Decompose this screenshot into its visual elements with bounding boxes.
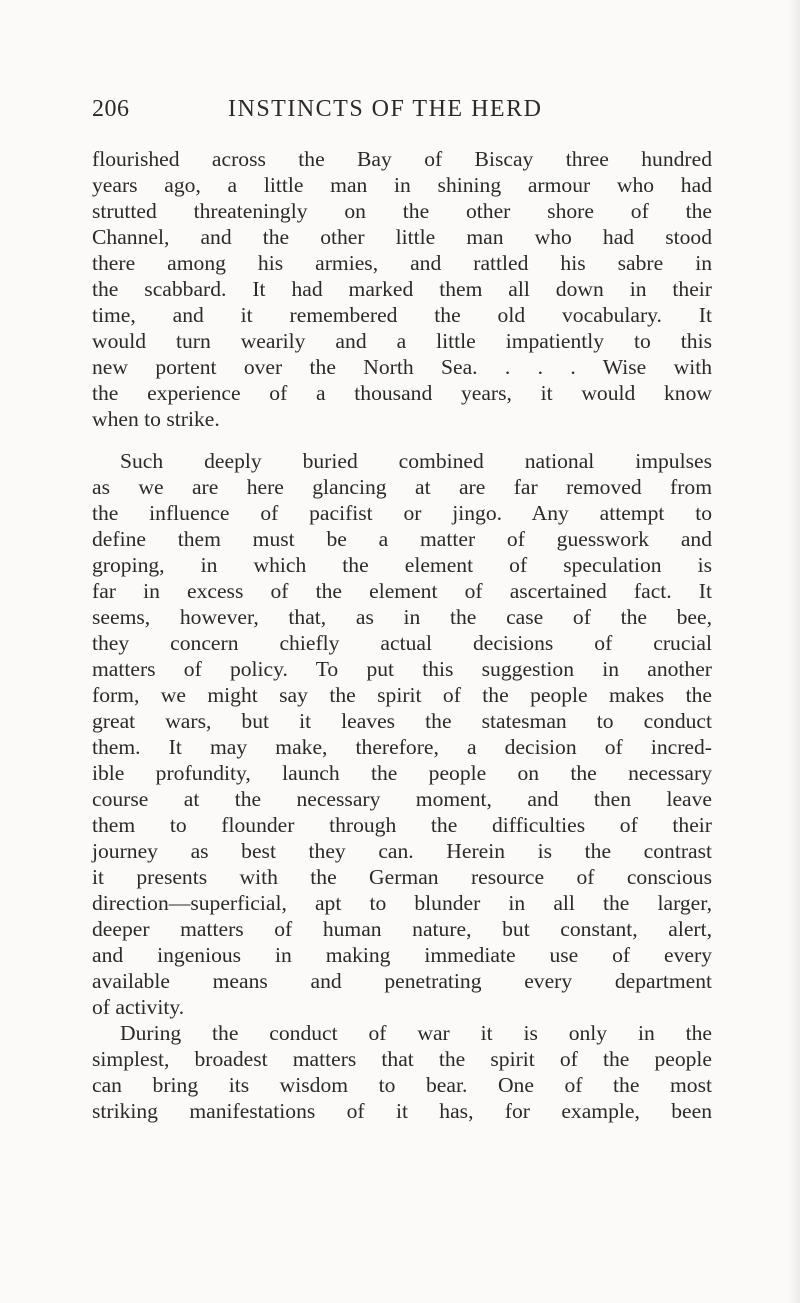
text-line: course at the necessary moment, and then leave bbox=[92, 787, 712, 811]
text-line: the scabbard. It had marked them all down in their bbox=[92, 277, 712, 301]
text-line: them. It may make, therefore, a decision of incred- bbox=[92, 735, 712, 759]
text-line: can bring its wisdom to bear. One of the most bbox=[92, 1073, 712, 1097]
text-line: flourished across the Bay of Biscay three hundred bbox=[92, 147, 712, 171]
paragraph bbox=[92, 1020, 712, 1124]
text-line: the influence of pacifist or jingo. Any attempt to bbox=[92, 501, 712, 525]
page-edge-shadow bbox=[788, 0, 800, 1303]
text-line: it presents with the German resource of conscious bbox=[92, 865, 712, 889]
text-line: time, and it remembered the old vocabulary. It bbox=[92, 303, 712, 327]
running-title: INSTINCTS OF THE HERD bbox=[228, 96, 543, 122]
paragraph-gap bbox=[92, 432, 712, 448]
body-text bbox=[92, 146, 712, 1124]
text-line: deeper matters of human nature, but constant, alert, bbox=[92, 917, 712, 941]
text-line: strutted threateningly on the other shore of the bbox=[92, 199, 712, 223]
paragraph bbox=[92, 146, 712, 432]
text-line: During the conduct of war it is only in the bbox=[120, 1021, 712, 1045]
text-line: the experience of a thousand years, it would know bbox=[92, 381, 712, 405]
text-line: new portent over the North Sea. . . . Wise with bbox=[92, 355, 712, 379]
text-line: far in excess of the element of ascertained fact. It bbox=[92, 579, 712, 603]
text-line: form, we might say the spirit of the people makes the bbox=[92, 683, 712, 707]
text-line: great wars, but it leaves the statesman to conduct bbox=[92, 709, 712, 733]
text-line: when to strike. bbox=[92, 407, 220, 431]
text-line: seems, however, that, as in the case of the bee, bbox=[92, 605, 712, 629]
text-line: matters of policy. To put this suggestion in another bbox=[92, 657, 712, 681]
text-line: years ago, a little man in shining armour who had bbox=[92, 173, 712, 197]
text-line: Channel, and the other little man who had stood bbox=[92, 225, 712, 249]
running-head bbox=[92, 96, 712, 128]
text-line: would turn wearily and a little impatiently to this bbox=[92, 329, 712, 353]
text-line: journey as best they can. Herein is the contrast bbox=[92, 839, 712, 863]
text-line: groping, in which the element of speculation is bbox=[92, 553, 712, 577]
text-line: define them must be a matter of guesswork and bbox=[92, 527, 712, 551]
text-line: as we are here glancing at are far removed from bbox=[92, 475, 712, 499]
text-line: Such deeply buried combined national impulses bbox=[120, 449, 712, 473]
paragraph bbox=[92, 448, 712, 1020]
text-line: there among his armies, and rattled his sabre in bbox=[92, 251, 712, 275]
text-line: available means and penetrating every department bbox=[92, 969, 712, 993]
text-line: direction—superficial, apt to blunder in all the larger, bbox=[92, 891, 712, 915]
text-line: and ingenious in making immediate use of every bbox=[92, 943, 712, 967]
page-number: 206 bbox=[92, 96, 130, 122]
text-line: they concern chiefly actual decisions of crucial bbox=[92, 631, 712, 655]
text-line: of activity. bbox=[92, 995, 185, 1019]
text-line: ible profundity, launch the people on the necessary bbox=[92, 761, 712, 785]
text-line: simplest, broadest matters that the spirit of the people bbox=[92, 1047, 712, 1071]
text-line: striking manifestations of it has, for example, been bbox=[92, 1099, 712, 1123]
text-line: them to flounder through the difficulties of their bbox=[92, 813, 712, 837]
